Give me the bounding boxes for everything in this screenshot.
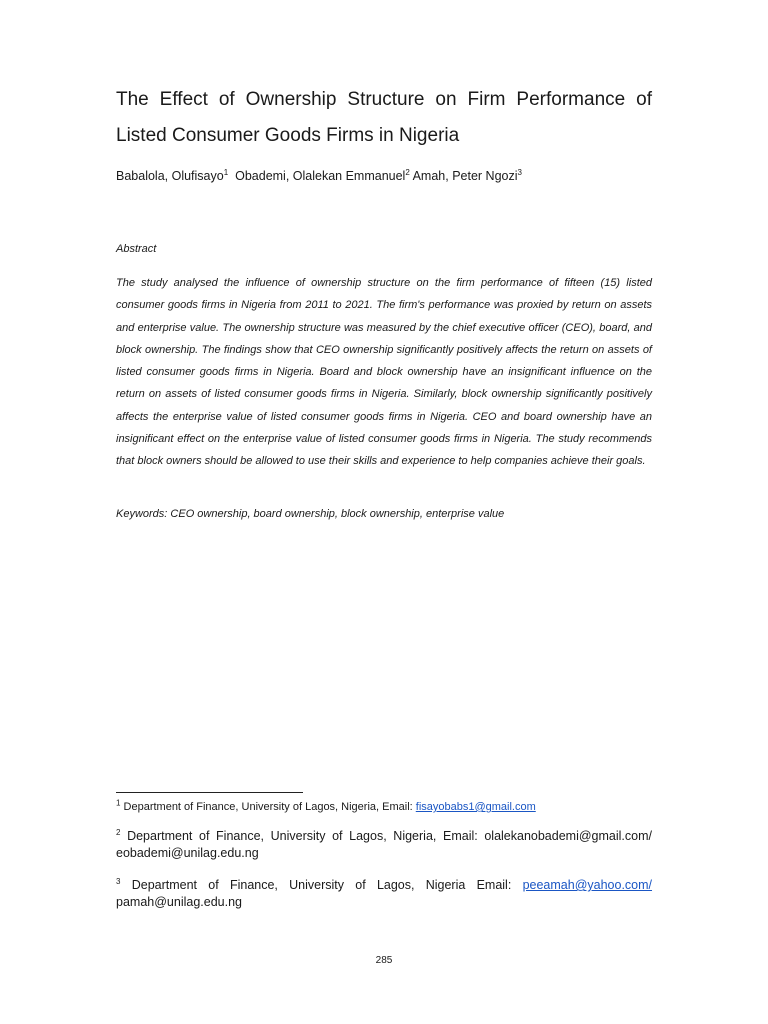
footnote-line [116, 877, 652, 894]
title-line-1: The Effect of Ownership Structure on Firm Performance of [116, 89, 652, 110]
keywords: Keywords: CEO ownership, board ownership, block ownership, enterprise value [116, 508, 505, 520]
footnote-separator [116, 792, 303, 793]
paper-title [116, 82, 652, 154]
abstract-body: The study analysed the influence of ownership structure on the firm performance of fifteen (15) listed consumer goods firms in Nigeria from 2011 to 2021. The firm's performance was proxied by return on assets and enterprise value. The ownership structure was measured by the chief executive officer (CEO), board, and block ownership. The findings show that CEO ownership significantly positively affects the return on assets of listed consumer goods firms in Nigeria. Board and block ownership have an insignificant influence on the return on assets of listed consumer goods firms in Nigeria. Similarly, block ownership significantly positively affects the enterprise value of listed consumer goods firms in Nigeria. CEO and board ownership have an insignificant effect on the enterprise value of listed consumer goods firms in Nigeria. The study recommends that block owners should be allowed to use their skills and experience to help companies achieve their goals. [116, 277, 652, 468]
email-link[interactable]: fisayobabs1@gmail.com [415, 801, 536, 813]
author-affiliation-marker: 2 [405, 167, 410, 177]
email-link[interactable]: peeamah@yahoo.com/ [522, 878, 653, 892]
footnote-marker: 1 [116, 798, 121, 808]
author-name: Obademi, Olalekan Emmanuel [235, 169, 406, 183]
author-affiliation-marker: 1 [223, 167, 229, 177]
footnote-marker: 3 [116, 876, 121, 886]
footnote-1 [116, 800, 676, 815]
footnote-2 [116, 828, 652, 862]
author-affiliation-marker: 3 [517, 167, 522, 177]
footnote-3 [116, 877, 652, 911]
footnote-text: Department of Finance, University of Lagos, Nigeria, Email: olalekanobademi@gmail.com/ eobademi@unilag.edu.ng [116, 829, 652, 860]
footnote-text: Department of Finance, University of Lagos, Nigeria Email: [131, 878, 512, 892]
author-list [116, 167, 676, 185]
footnote-text-2: pamah@unilag.edu.ng [116, 895, 242, 909]
abstract-heading: Abstract [116, 243, 157, 255]
title-line-2: Listed Consumer Goods Firms in Nigeria [116, 125, 460, 146]
author-name: Amah, Peter Ngozi [412, 169, 518, 183]
author-name: Babalola, Olufisayo [116, 169, 224, 183]
footnote-text: Department of Finance, University of Lagos, Nigeria, Email: [123, 801, 413, 813]
page-number: 285 [375, 955, 393, 966]
footnote-marker: 2 [116, 827, 121, 837]
